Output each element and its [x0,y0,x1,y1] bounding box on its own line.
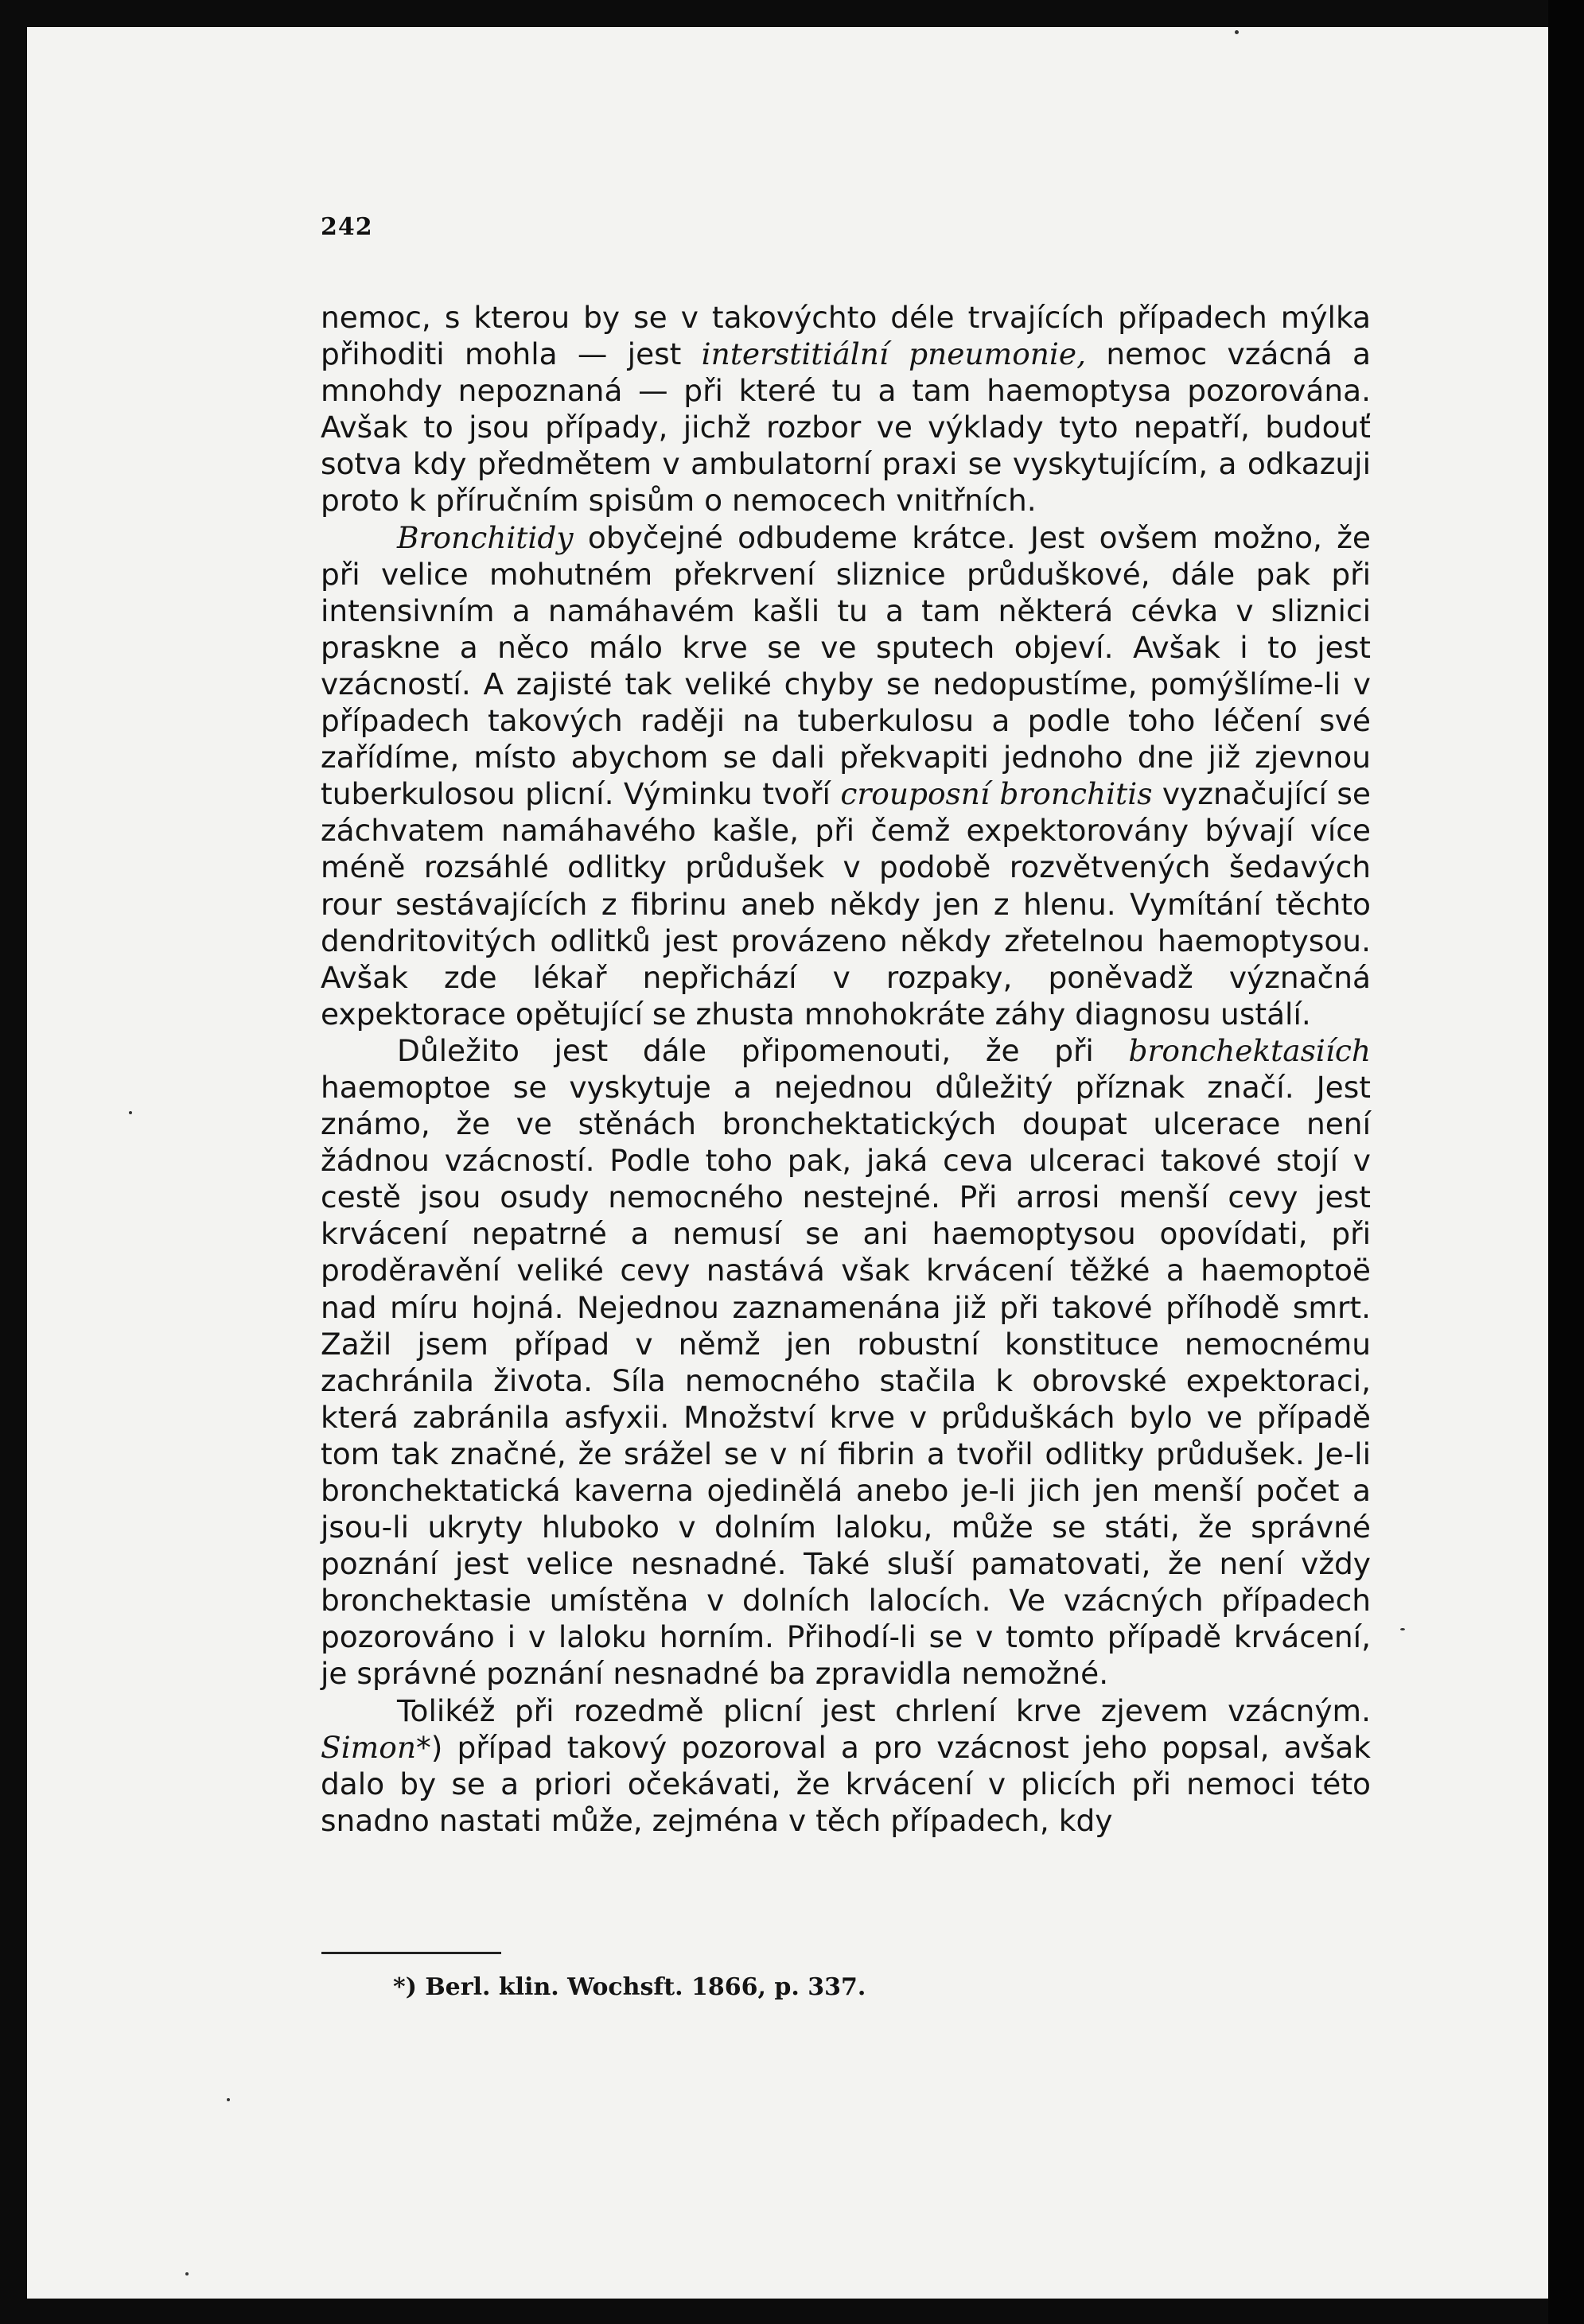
italic-term: crouposní bronchitis [840,776,1153,812]
paragraph [321,1032,1371,1692]
scan-speck [227,2098,230,2101]
italic-term: Bronchitidy [397,519,574,555]
page-number: 242 [321,213,373,241]
paragraph [321,519,1371,1032]
scan-speck [1235,30,1239,34]
paragraph-text: obyčejné odbudeme krátce. Jest ovšem možno, že při velice mohutném překrvení sliznice průduškové, dále pak při intensivním a namáhavém kašli tu a tam některá cévka v sliznici praskne a něco málo krve se ve sputech objeví. Avšak i to jest vzácností. A zajisté tak veliké chyby se nedopustíme, pomýšlíme-li v případech takových raději na tuberkulosu a podle toho léčení své zařídíme, místo abychom se dali překvapiti jednoho dne již zjevnou tuberkulosou plicní. Výminku tvoří [321,519,1371,812]
footnote: *) Berl. klin. Wochsft. 1866, p. 337. [393,1973,866,2001]
scan-speck [1400,1628,1405,1630]
paragraph [321,299,1371,519]
scan-right-edge [1548,0,1584,2324]
italic-term: bronchektasiích [1128,1032,1371,1068]
paragraph-text: nemoc vzácná a mnohdy nepoznaná — při které tu a tam haemoptysa pozorována. Avšak to jsou případy, jichž rozbor ve výklady tyto nepatří, budouť sotva kdy předmětem v ambulatorní praxi se vyskytujícím, a odkazuji proto k příručním spisům o nemocech vnitřních. [321,336,1372,519]
italic-term: interstitiální pneumonie, [701,336,1087,372]
paragraph-text: Důležito jest dále připomenouti, že při [397,1032,1129,1068]
paragraph-text: Tolikéž při rozedmě plicní jest chrlení krve zjevem vzácným. [397,1692,1371,1728]
paragraph-text: nemoc, s kterou by se v takovýchto déle trvajících případech mýlka přihoditi mohla — jest [321,300,1371,372]
paragraph-text: vyznačující se záchvatem namáhavého kašle, při čemž expektorovány bývají více méně rozsáhlé odlitky průdušek v podobě rozvětvených šedavých rour sestávajících z fibrinu aneb někdy jen z hlenu. Vymítání těchto dendritovitých odlitků jest provázeno někdy zřetelnou haemoptysou. Avšak zde lékař nepřichází v rozpaky, poněvadž význačná expektorace opětující se zhusta mnohokráte záhy diagnosu ustálí. [321,776,1372,1032]
italic-term: Simon [321,1729,416,1765]
scan-speck [185,2272,189,2275]
paragraph-text: *) případ takový pozoroval a pro vzácnost jeho popsal, avšak dalo by se a priori očekávati, že krvácení v plicích při nemoci této snadno nastati může, zejména v těch případech, kdy [321,1729,1371,1838]
footnote-rule [321,1952,501,1954]
paragraph-text: haemoptoe se vyskytuje a nejednou důležitý příznak značí. Jest známo, že ve stěnách bronchektatických doupat ulcerace není žádnou vzácností. Podle toho pak, jaká ceva ulceraci takové stojí v cestě jsou osudy nemocného nestejné. Při arrosi menší cevy jest krvácení nepatrné a nemusí se ani haemoptysou opovídati, při proděravění veliké cevy nastává však krvácení těžké a haemoptoë nad míru hojná. Nejednou zaznamenána již při takové příhodě smrt. Zažil jsem případ v němž jen robustní konstituce nemocnému zachránila života. Síla nemocného stačila k obrovské expektoraci, která zabránila asfyxii. Množství krve v průduškách bylo ve případě tom tak značné, že srážel se v ní fibrin a tvořil odlitky průdušek. Je-li bronchektatická kaverna ojedinělá anebo je-li jich jen menší počet a jsou-li ukryty hluboko v dolním laloku, může se státi, že správné poznání jest velice nesnadné. Také sluší pamatovati, že není vždy bronchektasie umístěna v dolních lalocích. Ve vzácných případech pozorováno i v laloku horním. Přihodí-li se v tomto případě krvácení, je správné poznání nesnadné ba zpravidla nemožné. [321,1069,1371,1692]
body-text [321,299,1371,1839]
paragraph [321,1692,1371,1839]
scan-speck [129,1111,132,1114]
